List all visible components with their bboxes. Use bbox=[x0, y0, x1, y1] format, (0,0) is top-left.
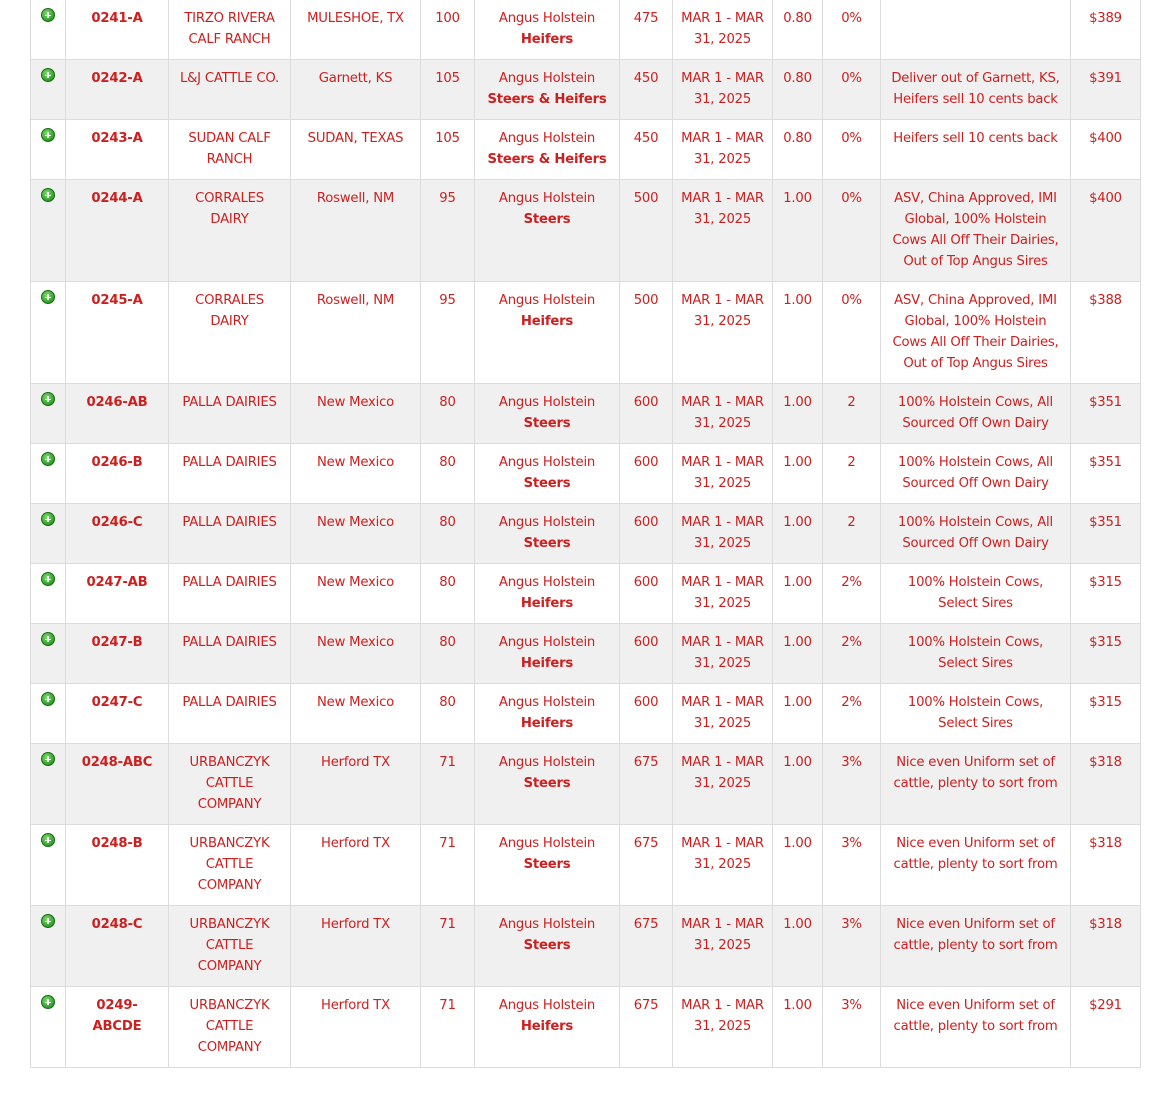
price-cell: $318 bbox=[1071, 825, 1141, 906]
lot-number-cell[interactable]: 0247-AB bbox=[66, 564, 169, 624]
consignor-cell: PALLA DAIRIES bbox=[169, 444, 291, 504]
add-cell bbox=[31, 504, 66, 564]
slide-cell: 1.00 bbox=[773, 684, 823, 744]
shrink-cell: 2% bbox=[823, 684, 881, 744]
shrink-cell: 0% bbox=[823, 120, 881, 180]
slide-cell: 1.00 bbox=[773, 825, 823, 906]
slide-cell: 0.80 bbox=[773, 0, 823, 60]
weight-cell: 600 bbox=[620, 504, 673, 564]
comments-cell: 100% Holstein Cows, All Sourced Off Own Dairy bbox=[881, 384, 1071, 444]
delivery-date-cell: MAR 1 - MAR 31, 2025 bbox=[673, 564, 773, 624]
lot-listing-table bbox=[30, 0, 1141, 1068]
table-row bbox=[31, 906, 1141, 987]
location-cell: Roswell, NM bbox=[291, 282, 421, 384]
table-row bbox=[31, 825, 1141, 906]
table-row bbox=[31, 444, 1141, 504]
comments-cell: 100% Holstein Cows, Select Sires bbox=[881, 564, 1071, 624]
price-cell: $291 bbox=[1071, 987, 1141, 1068]
add-lot-icon[interactable] bbox=[41, 128, 55, 142]
delivery-date-cell: MAR 1 - MAR 31, 2025 bbox=[673, 60, 773, 120]
add-lot-icon[interactable] bbox=[41, 188, 55, 202]
table-row bbox=[31, 282, 1141, 384]
head-count-cell: 95 bbox=[421, 282, 475, 384]
comments-cell: Heifers sell 10 cents back bbox=[881, 120, 1071, 180]
lot-number-cell[interactable]: 0246-B bbox=[66, 444, 169, 504]
table-row bbox=[31, 504, 1141, 564]
sex: Heifers bbox=[520, 716, 574, 731]
add-lot-icon[interactable] bbox=[41, 512, 55, 526]
lot-number-cell[interactable]: 0243-A bbox=[66, 120, 169, 180]
delivery-date-cell: MAR 1 - MAR 31, 2025 bbox=[673, 120, 773, 180]
weight-cell: 475 bbox=[620, 0, 673, 60]
head-count-cell: 80 bbox=[421, 684, 475, 744]
delivery-date-cell: MAR 1 - MAR 31, 2025 bbox=[673, 180, 773, 282]
consignor-cell: CORRALES DAIRY bbox=[169, 180, 291, 282]
price-cell: $391 bbox=[1071, 60, 1141, 120]
comments-cell bbox=[881, 0, 1071, 60]
comments-cell: Nice even Uniform set of cattle, plenty to sort from bbox=[881, 906, 1071, 987]
add-cell bbox=[31, 0, 66, 60]
sex: Heifers bbox=[520, 596, 574, 611]
comments-cell: Nice even Uniform set of cattle, plenty to sort from bbox=[881, 744, 1071, 825]
breed: Angus Holstein bbox=[498, 755, 596, 770]
price-cell: $351 bbox=[1071, 504, 1141, 564]
slide-cell: 1.00 bbox=[773, 282, 823, 384]
head-count-cell: 100 bbox=[421, 0, 475, 60]
add-lot-icon[interactable] bbox=[41, 914, 55, 928]
price-cell: $315 bbox=[1071, 624, 1141, 684]
consignor-cell: URBANCZYK CATTLE COMPANY bbox=[169, 744, 291, 825]
table-row bbox=[31, 744, 1141, 825]
add-lot-icon[interactable] bbox=[41, 392, 55, 406]
add-lot-icon[interactable] bbox=[41, 752, 55, 766]
add-lot-icon[interactable] bbox=[41, 68, 55, 82]
table-row bbox=[31, 624, 1141, 684]
head-count-cell: 105 bbox=[421, 120, 475, 180]
breed: Angus Holstein bbox=[498, 515, 596, 530]
slide-cell: 1.00 bbox=[773, 504, 823, 564]
price-cell: $389 bbox=[1071, 0, 1141, 60]
breed: Angus Holstein bbox=[498, 191, 596, 206]
weight-cell: 600 bbox=[620, 384, 673, 444]
location-cell: New Mexico bbox=[291, 684, 421, 744]
weight-cell: 450 bbox=[620, 120, 673, 180]
add-lot-icon[interactable] bbox=[41, 833, 55, 847]
delivery-date-cell: MAR 1 - MAR 31, 2025 bbox=[673, 0, 773, 60]
consignor-cell: PALLA DAIRIES bbox=[169, 384, 291, 444]
shrink-cell: 3% bbox=[823, 744, 881, 825]
location-cell: New Mexico bbox=[291, 504, 421, 564]
consignor-cell: SUDAN CALF RANCH bbox=[169, 120, 291, 180]
comments-cell: 100% Holstein Cows, All Sourced Off Own Dairy bbox=[881, 444, 1071, 504]
price-cell: $400 bbox=[1071, 180, 1141, 282]
add-cell bbox=[31, 120, 66, 180]
lot-number-cell[interactable]: 0248-C bbox=[66, 906, 169, 987]
lot-number-cell[interactable]: 0248-ABC bbox=[66, 744, 169, 825]
head-count-cell: 71 bbox=[421, 744, 475, 825]
location-cell: MULESHOE, TX bbox=[291, 0, 421, 60]
price-cell: $351 bbox=[1071, 444, 1141, 504]
shrink-cell: 2% bbox=[823, 624, 881, 684]
head-count-cell: 80 bbox=[421, 384, 475, 444]
lot-number-cell[interactable]: 0242-A bbox=[66, 60, 169, 120]
add-cell bbox=[31, 444, 66, 504]
comments-cell: 100% Holstein Cows, Select Sires bbox=[881, 624, 1071, 684]
price-cell: $388 bbox=[1071, 282, 1141, 384]
slide-cell: 1.00 bbox=[773, 624, 823, 684]
add-cell bbox=[31, 684, 66, 744]
comments-cell: Nice even Uniform set of cattle, plenty to sort from bbox=[881, 987, 1071, 1068]
weight-cell: 600 bbox=[620, 444, 673, 504]
breed-sex-cell bbox=[475, 825, 620, 906]
sex: Steers bbox=[523, 476, 571, 491]
breed: Angus Holstein bbox=[498, 836, 596, 851]
shrink-cell: 2 bbox=[823, 444, 881, 504]
weight-cell: 500 bbox=[620, 180, 673, 282]
breed: Angus Holstein bbox=[498, 635, 596, 650]
sex: Steers bbox=[523, 938, 571, 953]
weight-cell: 600 bbox=[620, 564, 673, 624]
add-lot-icon[interactable] bbox=[41, 995, 55, 1009]
weight-cell: 675 bbox=[620, 825, 673, 906]
add-lot-icon[interactable] bbox=[41, 572, 55, 586]
delivery-date-cell: MAR 1 - MAR 31, 2025 bbox=[673, 987, 773, 1068]
location-cell: Roswell, NM bbox=[291, 180, 421, 282]
sex: Steers bbox=[523, 212, 571, 227]
breed-sex-cell bbox=[475, 384, 620, 444]
breed: Angus Holstein bbox=[498, 131, 596, 146]
lot-number-cell[interactable]: 0247-B bbox=[66, 624, 169, 684]
head-count-cell: 105 bbox=[421, 60, 475, 120]
shrink-cell: 0% bbox=[823, 282, 881, 384]
breed: Angus Holstein bbox=[498, 695, 596, 710]
lot-number-cell[interactable]: 0241-A bbox=[66, 0, 169, 60]
table-row bbox=[31, 987, 1141, 1068]
breed: Angus Holstein bbox=[498, 575, 596, 590]
location-cell: SUDAN, TEXAS bbox=[291, 120, 421, 180]
add-lot-icon[interactable] bbox=[41, 692, 55, 706]
lot-number-cell[interactable]: 0249-ABCDE bbox=[66, 987, 169, 1068]
price-cell: $315 bbox=[1071, 564, 1141, 624]
head-count-cell: 95 bbox=[421, 180, 475, 282]
slide-cell: 1.00 bbox=[773, 987, 823, 1068]
table-row bbox=[31, 564, 1141, 624]
shrink-cell: 0% bbox=[823, 60, 881, 120]
lot-number-cell[interactable]: 0247-C bbox=[66, 684, 169, 744]
consignor-cell: URBANCZYK CATTLE COMPANY bbox=[169, 906, 291, 987]
breed-sex-cell bbox=[475, 564, 620, 624]
head-count-cell: 71 bbox=[421, 825, 475, 906]
add-lot-icon[interactable] bbox=[41, 8, 55, 22]
breed: Angus Holstein bbox=[498, 395, 596, 410]
breed-sex-cell bbox=[475, 906, 620, 987]
weight-cell: 600 bbox=[620, 684, 673, 744]
consignor-cell: URBANCZYK CATTLE COMPANY bbox=[169, 987, 291, 1068]
breed-sex-cell bbox=[475, 120, 620, 180]
sex: Heifers bbox=[520, 32, 574, 47]
sex: Heifers bbox=[520, 314, 574, 329]
price-cell: $315 bbox=[1071, 684, 1141, 744]
location-cell: Garnett, KS bbox=[291, 60, 421, 120]
shrink-cell: 3% bbox=[823, 987, 881, 1068]
comments-cell: 100% Holstein Cows, Select Sires bbox=[881, 684, 1071, 744]
delivery-date-cell: MAR 1 - MAR 31, 2025 bbox=[673, 504, 773, 564]
add-cell bbox=[31, 282, 66, 384]
head-count-cell: 80 bbox=[421, 444, 475, 504]
sex: Steers bbox=[523, 416, 571, 431]
add-cell bbox=[31, 987, 66, 1068]
location-cell: Herford TX bbox=[291, 825, 421, 906]
breed: Angus Holstein bbox=[498, 71, 596, 86]
shrink-cell: 3% bbox=[823, 825, 881, 906]
consignor-cell: L&J CATTLE CO. bbox=[169, 60, 291, 120]
lot-number-cell[interactable]: 0248-B bbox=[66, 825, 169, 906]
consignor-cell: CORRALES DAIRY bbox=[169, 282, 291, 384]
weight-cell: 600 bbox=[620, 624, 673, 684]
table-row bbox=[31, 180, 1141, 282]
comments-cell: ASV, China Approved, IMI Global, 100% Holstein Cows All Off Their Dairies, Out of Top Angus Sires bbox=[881, 282, 1071, 384]
sex: Heifers bbox=[520, 656, 574, 671]
breed-sex-cell bbox=[475, 282, 620, 384]
weight-cell: 675 bbox=[620, 987, 673, 1068]
sex: Steers bbox=[523, 857, 571, 872]
breed: Angus Holstein bbox=[498, 11, 596, 26]
comments-cell: ASV, China Approved, IMI Global, 100% Holstein Cows All Off Their Dairies, Out of Top Angus Sires bbox=[881, 180, 1071, 282]
breed-sex-cell bbox=[475, 684, 620, 744]
delivery-date-cell: MAR 1 - MAR 31, 2025 bbox=[673, 624, 773, 684]
sex: Steers bbox=[523, 776, 571, 791]
slide-cell: 1.00 bbox=[773, 444, 823, 504]
add-lot-icon[interactable] bbox=[41, 290, 55, 304]
location-cell: Herford TX bbox=[291, 906, 421, 987]
delivery-date-cell: MAR 1 - MAR 31, 2025 bbox=[673, 906, 773, 987]
consignor-cell: PALLA DAIRIES bbox=[169, 684, 291, 744]
lot-listing-table-container bbox=[30, 0, 1140, 1068]
add-lot-icon[interactable] bbox=[41, 452, 55, 466]
price-cell: $400 bbox=[1071, 120, 1141, 180]
add-cell bbox=[31, 744, 66, 825]
weight-cell: 675 bbox=[620, 744, 673, 825]
location-cell: Herford TX bbox=[291, 744, 421, 825]
lot-number-cell[interactable]: 0245-A bbox=[66, 282, 169, 384]
location-cell: New Mexico bbox=[291, 624, 421, 684]
add-cell bbox=[31, 825, 66, 906]
slide-cell: 1.00 bbox=[773, 384, 823, 444]
add-cell bbox=[31, 564, 66, 624]
slide-cell: 1.00 bbox=[773, 744, 823, 825]
shrink-cell: 2 bbox=[823, 384, 881, 444]
lot-number-cell[interactable]: 0246-AB bbox=[66, 384, 169, 444]
breed-sex-cell bbox=[475, 744, 620, 825]
sex: Steers & Heifers bbox=[487, 92, 607, 107]
price-cell: $318 bbox=[1071, 906, 1141, 987]
head-count-cell: 71 bbox=[421, 906, 475, 987]
sex: Heifers bbox=[520, 1019, 574, 1034]
delivery-date-cell: MAR 1 - MAR 31, 2025 bbox=[673, 684, 773, 744]
weight-cell: 675 bbox=[620, 906, 673, 987]
add-cell bbox=[31, 906, 66, 987]
shrink-cell: 0% bbox=[823, 180, 881, 282]
breed: Angus Holstein bbox=[498, 998, 596, 1013]
location-cell: Herford TX bbox=[291, 987, 421, 1068]
location-cell: New Mexico bbox=[291, 384, 421, 444]
breed: Angus Holstein bbox=[498, 917, 596, 932]
comments-cell: Deliver out of Garnett, KS, Heifers sell 10 cents back bbox=[881, 60, 1071, 120]
slide-cell: 1.00 bbox=[773, 564, 823, 624]
lot-number-cell[interactable]: 0244-A bbox=[66, 180, 169, 282]
shrink-cell: 2 bbox=[823, 504, 881, 564]
slide-cell: 0.80 bbox=[773, 60, 823, 120]
table-row bbox=[31, 60, 1141, 120]
add-cell bbox=[31, 60, 66, 120]
add-lot-icon[interactable] bbox=[41, 632, 55, 646]
breed-sex-cell bbox=[475, 0, 620, 60]
head-count-cell: 71 bbox=[421, 987, 475, 1068]
breed: Angus Holstein bbox=[498, 455, 596, 470]
breed: Angus Holstein bbox=[498, 293, 596, 308]
table-row bbox=[31, 120, 1141, 180]
delivery-date-cell: MAR 1 - MAR 31, 2025 bbox=[673, 744, 773, 825]
breed-sex-cell bbox=[475, 504, 620, 564]
consignor-cell: PALLA DAIRIES bbox=[169, 504, 291, 564]
sex: Steers bbox=[523, 536, 571, 551]
lot-number-cell[interactable]: 0246-C bbox=[66, 504, 169, 564]
table-row bbox=[31, 684, 1141, 744]
comments-cell: Nice even Uniform set of cattle, plenty to sort from bbox=[881, 825, 1071, 906]
price-cell: $318 bbox=[1071, 744, 1141, 825]
table-row bbox=[31, 0, 1141, 60]
location-cell: New Mexico bbox=[291, 444, 421, 504]
sex: Steers & Heifers bbox=[487, 152, 607, 167]
shrink-cell: 3% bbox=[823, 906, 881, 987]
comments-cell: 100% Holstein Cows, All Sourced Off Own Dairy bbox=[881, 504, 1071, 564]
delivery-date-cell: MAR 1 - MAR 31, 2025 bbox=[673, 825, 773, 906]
add-cell bbox=[31, 384, 66, 444]
consignor-cell: PALLA DAIRIES bbox=[169, 564, 291, 624]
head-count-cell: 80 bbox=[421, 624, 475, 684]
head-count-cell: 80 bbox=[421, 504, 475, 564]
slide-cell: 1.00 bbox=[773, 906, 823, 987]
add-cell bbox=[31, 624, 66, 684]
location-cell: New Mexico bbox=[291, 564, 421, 624]
consignor-cell: TIRZO RIVERA CALF RANCH bbox=[169, 0, 291, 60]
breed-sex-cell bbox=[475, 624, 620, 684]
breed-sex-cell bbox=[475, 180, 620, 282]
breed-sex-cell bbox=[475, 60, 620, 120]
delivery-date-cell: MAR 1 - MAR 31, 2025 bbox=[673, 444, 773, 504]
shrink-cell: 2% bbox=[823, 564, 881, 624]
weight-cell: 450 bbox=[620, 60, 673, 120]
weight-cell: 500 bbox=[620, 282, 673, 384]
delivery-date-cell: MAR 1 - MAR 31, 2025 bbox=[673, 384, 773, 444]
price-cell: $351 bbox=[1071, 384, 1141, 444]
consignor-cell: URBANCZYK CATTLE COMPANY bbox=[169, 825, 291, 906]
head-count-cell: 80 bbox=[421, 564, 475, 624]
breed-sex-cell bbox=[475, 987, 620, 1068]
slide-cell: 1.00 bbox=[773, 180, 823, 282]
breed-sex-cell bbox=[475, 444, 620, 504]
add-cell bbox=[31, 180, 66, 282]
shrink-cell: 0% bbox=[823, 0, 881, 60]
delivery-date-cell: MAR 1 - MAR 31, 2025 bbox=[673, 282, 773, 384]
table-row bbox=[31, 384, 1141, 444]
consignor-cell: PALLA DAIRIES bbox=[169, 624, 291, 684]
slide-cell: 0.80 bbox=[773, 120, 823, 180]
